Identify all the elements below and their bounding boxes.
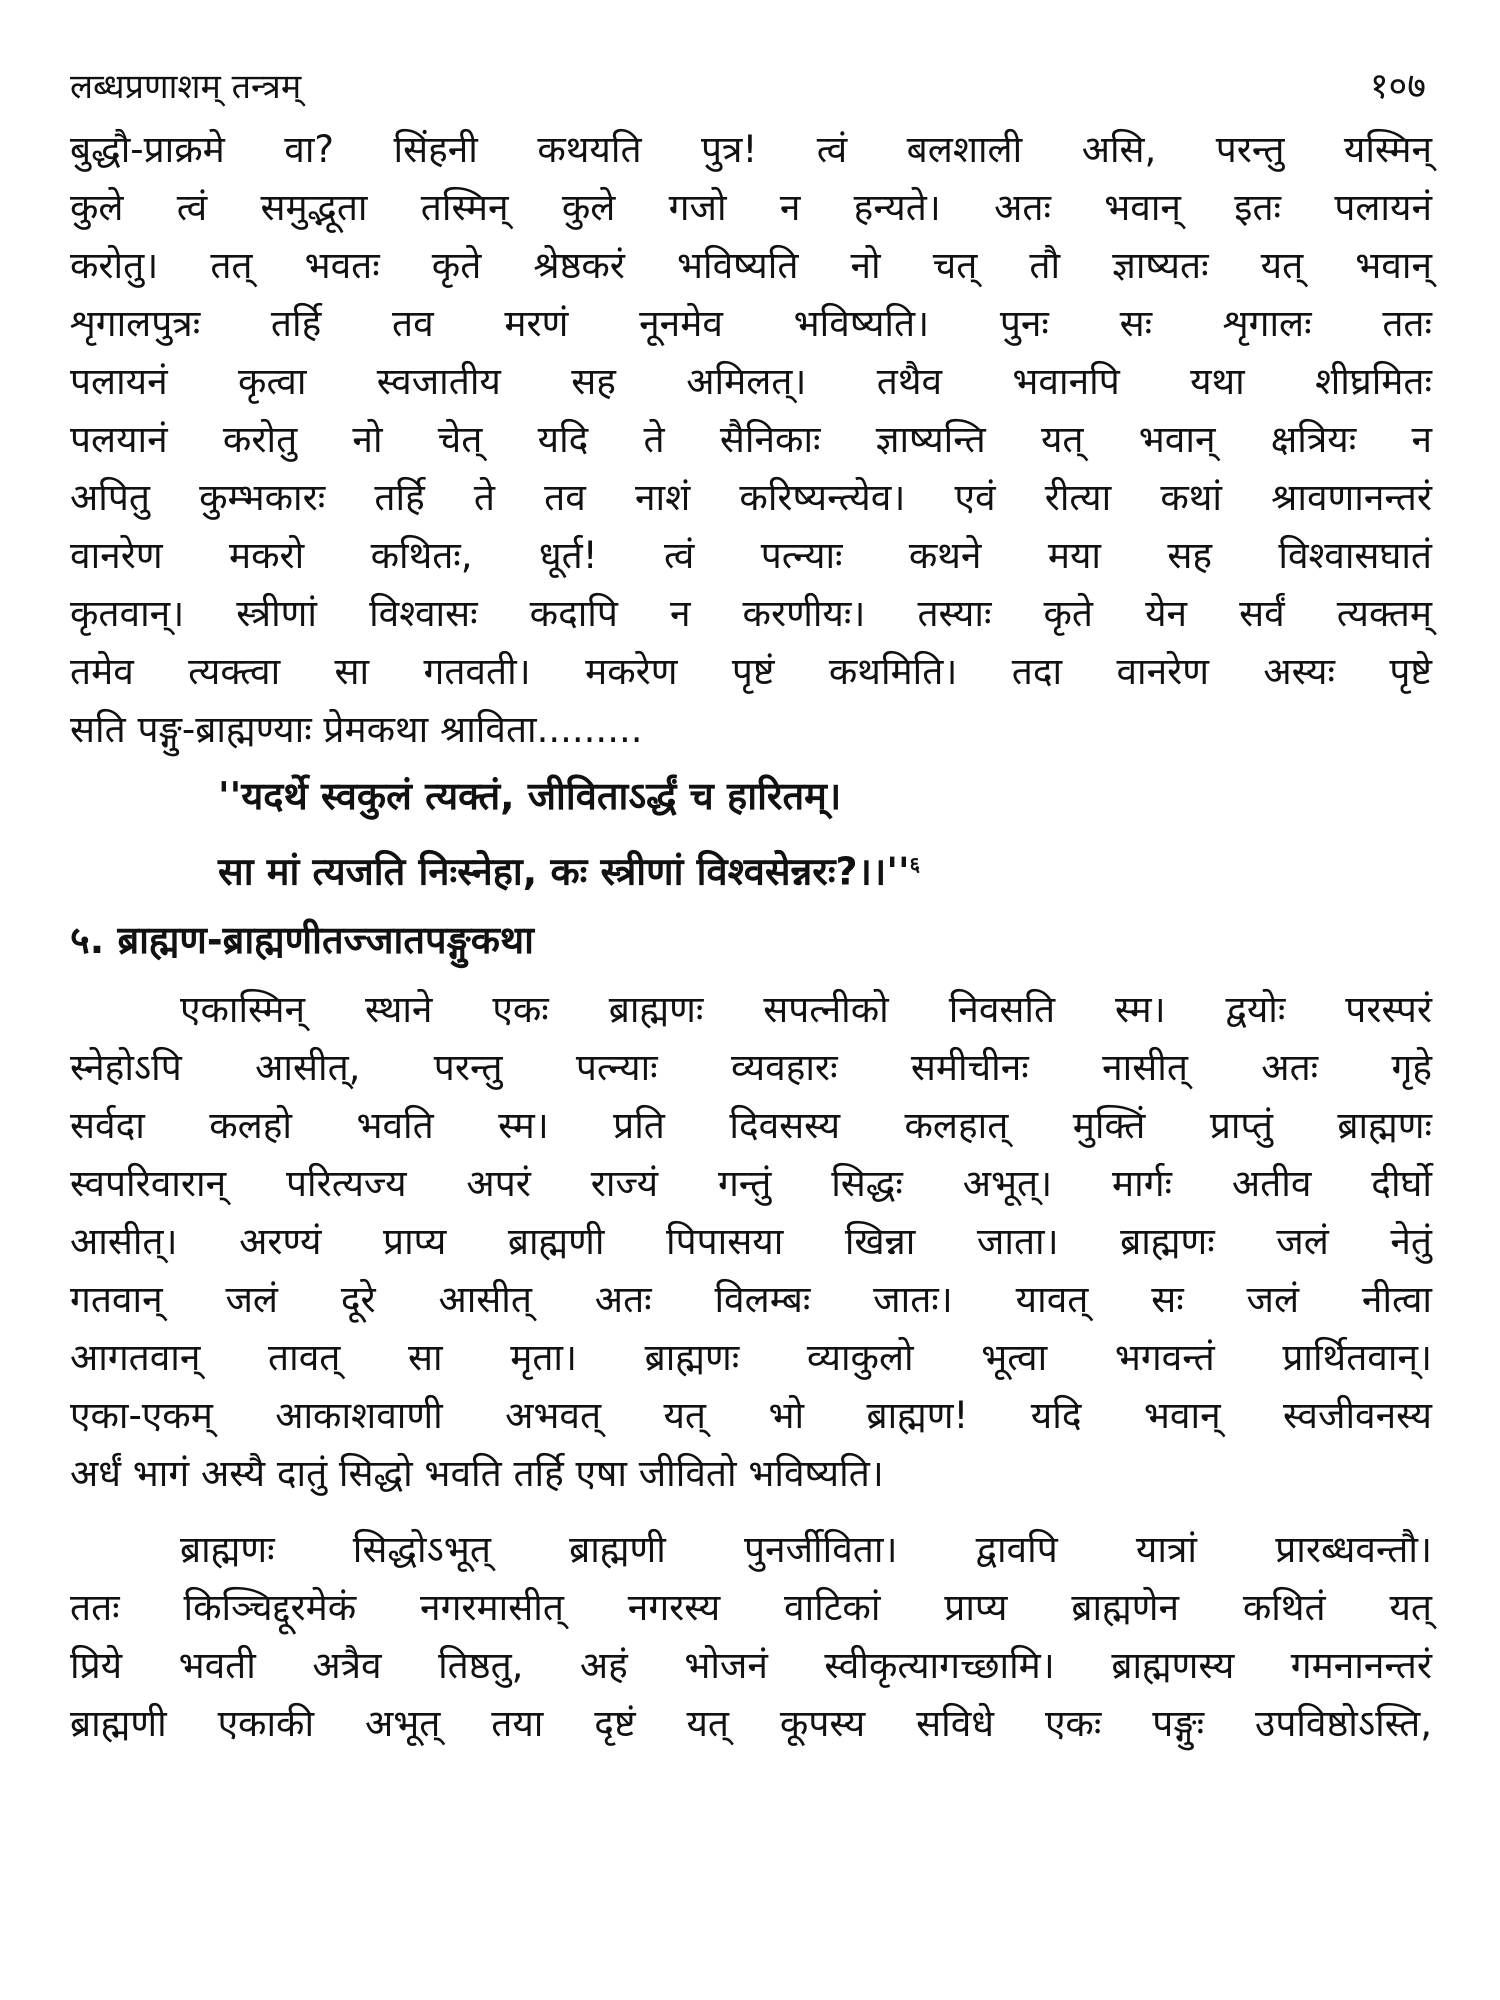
text-line: गतवान् जलं दूरे आसीत् अतः विलम्बः जातः। यावत् सः जलं नीत्वा [70, 1278, 1432, 1321]
verse-line-1: ''यदर्थे स्वकुलं त्यक्तं, जीविताऽर्द्धं च हारितम्। [218, 774, 842, 818]
text-line: शृगालपुत्रः तर्हि तव मरणं नूनमेव भविष्यति। पुनः सः शृगालः ततः [70, 302, 1432, 345]
section-number: ५. [70, 918, 105, 962]
text-line: अपितु कुम्भकारः तर्हि ते तव नाशं करिष्यन्त्येव। एवं रीत्या कथां श्रावणानन्तरं [70, 476, 1432, 519]
text-line: प्रिये भवती अत्रैव तिष्ठतु, अहं भोजनं स्वीकृत्यागच्छामि। ब्राह्मणस्य गमनानन्तरं [70, 1644, 1432, 1687]
verse-line-2: सा मां त्यजति निःस्नेहा, कः स्त्रीणां $विश्वसेन्नरः?।।''^६$ [218, 849, 921, 894]
text-line: पलयानं करोतु नो चेत् यदि ते सैनिकाः ज्ञाष्यन्ति यत् भवान् क्षत्रियः न [70, 418, 1432, 461]
running-header-title: लब्धप्रणाशम् तन्त्रम् [70, 67, 302, 107]
text-line: ब्राह्मणी एकाकी अभूत् तया दृष्टं यत् कूपस्य सविधे एकः पङ्गुः उपविष्ठोऽस्ति, [70, 1702, 1432, 1745]
text-line: वानरेण मकरो कथितः, धूर्त! त्वं पत्न्याः कथने मया सह विश्वासघातं [70, 534, 1432, 577]
text-line: एकास्मिन् स्थाने एकः ब्राह्मणः सपत्नीको निवसति स्म। द्वयोः परस्परं [180, 988, 1432, 1031]
text-line: आगतवान् तावत् सा मृता। ब्राह्मणः व्याकुलो भूत्वा भगवन्तं प्रार्थितवान्। [70, 1336, 1432, 1379]
section-heading [70, 910, 534, 970]
text-line: अर्धं भागं अस्यै दातुं सिद्धो भवति तर्हि एषा जीवितो भविष्यति। [70, 1452, 884, 1495]
text-line: एका-एकम् आकाशवाणी अभवत् यत् भो ब्राह्मण! यदि भवान् स्वजीवनस्य [70, 1394, 1432, 1437]
text-line: कुले त्वं समुद्भूता तस्मिन् कुले गजो न हन्यते। अतः भवान् इतः पलायनं [70, 186, 1432, 229]
footnote-marker: ६ [909, 852, 921, 876]
text-line: करोतु। तत् भवतः कृते श्रेष्ठकरं भविष्यति नो चत् तौ ज्ञाष्यतः यत् भवान् [70, 244, 1432, 287]
text-line: आसीत्। अरण्यं प्राप्य ब्राह्मणी पिपासया खिन्ना जाता। ब्राह्मणः जलं नेतुं [70, 1220, 1432, 1263]
text-line: पलायनं कृत्वा स्वजातीय सह अमिलत्। तथैव भवानपि यथा शीघ्रमितः [70, 360, 1432, 403]
text-line: स्वपरिवारान् परित्यज्य अपरं राज्यं गन्तुं सिद्धः अभूत्। मार्गः अतीव दीर्घो [70, 1162, 1432, 1205]
page-number: १०७ [1369, 66, 1426, 107]
section-title: ब्राह्मण-ब्राह्मणीतज्जातपङ्गुकथा [117, 918, 534, 962]
text-line: बुद्धौ-प्राक्रमे वा? सिंहनी कथयति पुत्र! त्वं बलशाली असि, परन्तु यस्मिन् [70, 128, 1432, 171]
text-line: कृतवान्। स्त्रीणां विश्वासः कदापि न करणीयः। तस्याः कृते येन सर्वं त्यक्तम् [70, 592, 1432, 635]
text-line: सति पङ्गु-ब्राह्मण्याः प्रेमकथा श्राविता......... [70, 708, 643, 751]
text-line: स्नेहोऽपि आसीत्, परन्तु पत्न्याः व्यवहारः समीचीनः नासीत् अतः गृहे [70, 1046, 1432, 1089]
text-line: ततः किञ्चिद्दूरमेकं नगरमासीत् नगरस्य वाटिकां प्राप्य ब्राह्मणेन कथितं यत् [70, 1586, 1432, 1629]
text-line: ब्राह्मणः सिद्धोऽभूत् ब्राह्मणी पुनर्जीविता। द्वावपि यात्रां प्रारब्धवन्तौ। [180, 1528, 1432, 1571]
text-line: सर्वदा कलहो भवति स्म। प्रति दिवसस्य कलहात् मुक्तिं प्राप्तुं ब्राह्मणः [70, 1104, 1432, 1147]
text-line: तमेव त्यक्त्वा सा गतवती। मकरेण पृष्टं कथमिति। तदा वानरेण अस्यः पृष्टे [70, 650, 1432, 693]
